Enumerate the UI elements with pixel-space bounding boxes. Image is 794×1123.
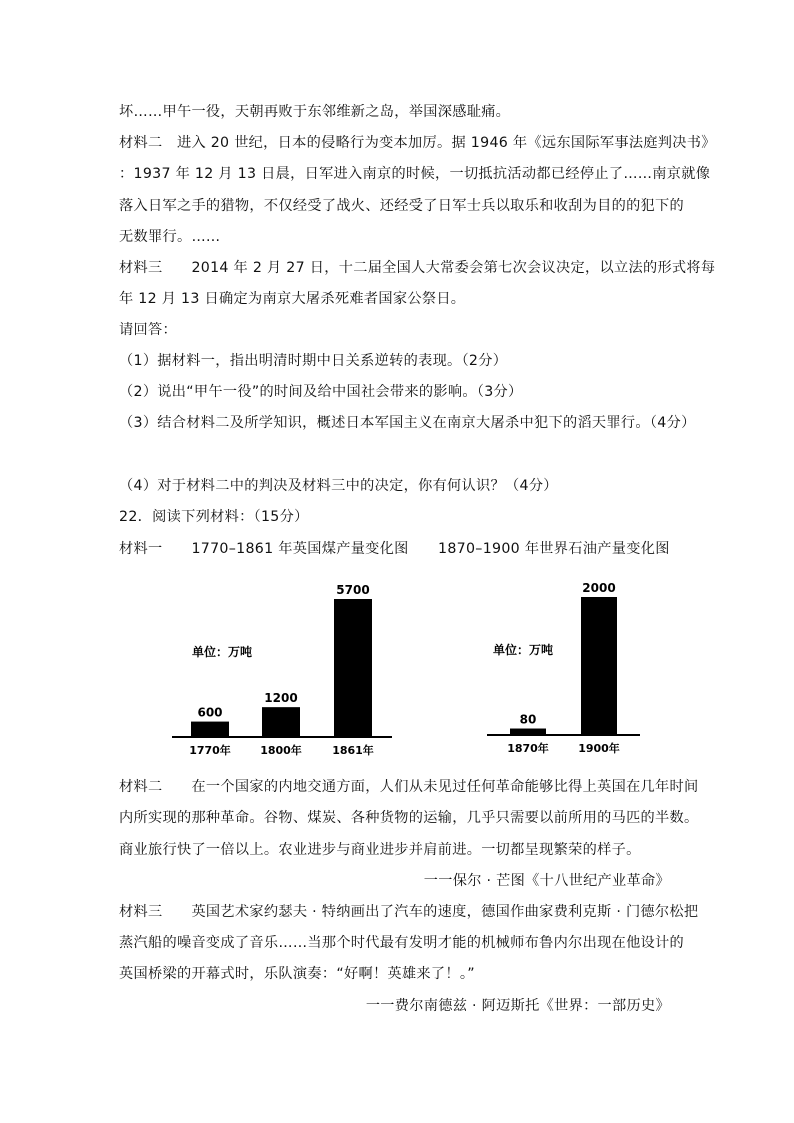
text-line: ：1937 年 12 月 13 日晨，日军进入南京的时候，一切抵抗活动都已经停止了……南京就像 [119, 166, 711, 182]
oil-chart [485, 572, 645, 772]
text-line: 坏……甲午一役，天朝再败于东邻维新之岛，举国深感耻痛。 [119, 104, 511, 120]
unit-label: 单位：万吨 [493, 643, 554, 657]
text-line: 落入日军之手的猎物，不仅经受了战火、还经受了日军士兵以取乐和收刮为目的的犯下的 [119, 198, 685, 214]
material-3-source: 一一费尔南德兹 · 阿迈斯托《世界：一部历史》 [365, 998, 670, 1014]
bar [581, 597, 617, 734]
question-3: （3）结合材料二及所学知识，概述日本军国主义在南京大屠杀中犯下的滔天罪行。（4分） [119, 415, 696, 431]
x-tick-label: 1800年 [260, 744, 302, 757]
bar [334, 599, 372, 736]
data-label: 80 [519, 712, 537, 727]
coal-chart [170, 572, 400, 772]
unit-label: 单位：万吨 [192, 645, 253, 659]
bar [191, 722, 229, 736]
material-2-line: 内所实现的那种革命。谷物、煤炭、各种货物的运输，几乎只需要以前所用的马匹的半数。 [119, 810, 699, 826]
question-1: （1）据材料一，指出明清时期中日关系逆转的表现。（2分） [119, 353, 508, 369]
data-label: 1200 [264, 691, 298, 706]
question-2: （2）说出“甲午一役”的时间及给中国社会带来的影响。（3分） [119, 384, 523, 400]
data-label: 600 [197, 705, 223, 720]
material-3-line: 材料三 英国艺术家约瑟夫 · 特纳画出了汽车的速度，德国作曲家费利克斯 · 门德尔松把 [119, 904, 699, 920]
x-tick-label: 1770年 [189, 744, 231, 757]
material-1-label: 材料一 1770–1861 年英国煤产量变化图 [119, 541, 409, 557]
data-label: 2000 [582, 581, 616, 595]
bar [510, 729, 546, 734]
material-2-line: 材料二 在一个国家的内地交通方面，人们从未见过任何革命能够比得上英国在几年时间 [119, 779, 699, 795]
x-tick-label: 1870年 [507, 742, 549, 755]
x-tick-label: 1900年 [578, 742, 620, 755]
material-3-line: 英国桥梁的开幕式时，乐队演奏：“好啊！英雄来了！。” [119, 966, 475, 982]
text-line: 无数罪行。…… [119, 229, 221, 245]
material-3-line: 蒸汽船的噪音变成了音乐……当那个时代最有发明才能的机械师布鲁内尔出现在他设计的 [119, 935, 685, 951]
data-label: 5700 [336, 583, 370, 597]
text-line: 材料二 进入 20 世纪，日本的侵略行为变本加厉。据 1946 年《远东国际军事法庭判决书》 [119, 135, 716, 151]
material-1-right-title: 1870–1900 年世界石油产量变化图 [438, 541, 670, 557]
question-4: （4）对于材料二中的判决及材料三中的决定，你有何认识？（4分） [119, 478, 558, 494]
material-2-line: 商业旅行快了一倍以上。农业进步与商业进步并肩前进。一切都呈现繁荣的样子。 [119, 842, 641, 858]
text-line: 年 12 月 13 日确定为南京大屠杀死难者国家公祭日。 [119, 291, 466, 307]
bar [262, 707, 300, 736]
coal-chart-svg [170, 572, 400, 772]
oil-chart-svg [485, 572, 645, 772]
question-22-heading: 22．阅读下列材料：（15分） [119, 509, 309, 525]
text-line: 请回答： [119, 322, 177, 338]
x-tick-label: 1861年 [332, 744, 374, 757]
material-2-source: 一一保尔 · 芒图《十八世纪产业革命》 [423, 873, 670, 889]
text-line: 材料三 2014 年 2 月 27 日，十二届全国人大常委会第七次会议决定，以立法的形式将每 [119, 260, 716, 276]
